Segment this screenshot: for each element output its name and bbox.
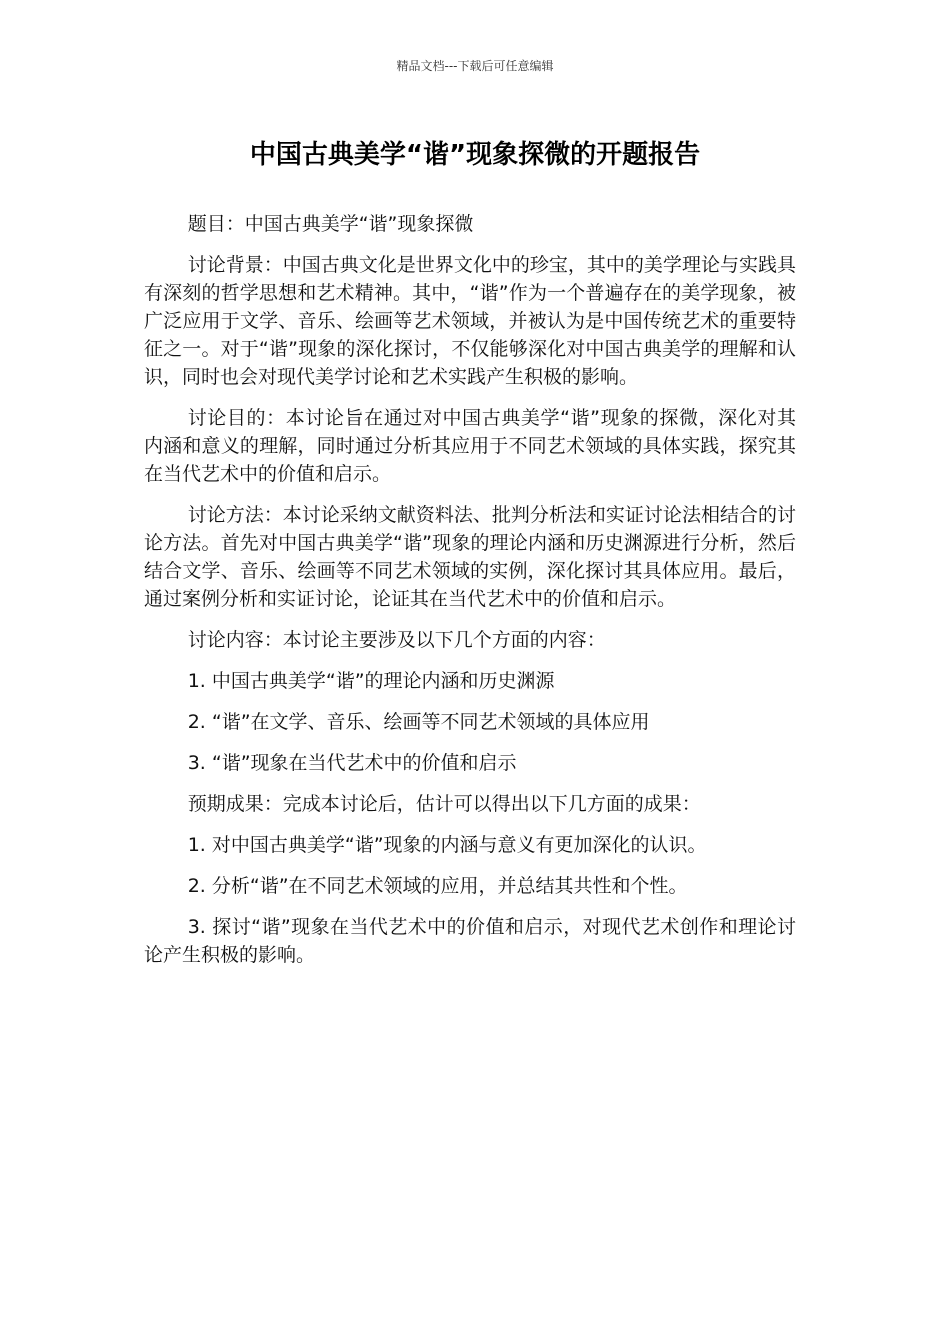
outcomes-intro-paragraph: 预期成果：完成本讨论后，估计可以得出以下几方面的成果： — [187, 793, 701, 815]
document-title: 中国古典美学“谐”现象探微的开题报告 — [249, 140, 701, 170]
method-paragraph: 讨论方法：本讨论采纳文献资料法、批判分析法和实证讨论法相结合的讨论方法。首先对中国古典美学“谐”现象的理论内涵和历史渊源进行分析，然后结合文学、音乐、绘画等不同艺术领域的实例，深化探讨其具体应用。最后，通过案例分析和实证讨论，论证其在当代艺术中的价值和启示。 — [144, 504, 796, 610]
outcome-item-3: 3. 探讨“谐”现象在当代艺术中的价值和启示，对现代艺术创作和理论讨论产生积极的影响。 — [144, 916, 796, 966]
content-item-1: 1. 中国古典美学“谐”的理论内涵和历史渊源 — [187, 670, 555, 692]
outcome-item-1: 1. 对中国古典美学“谐”现象的内涵与意义有更加深化的认识。 — [187, 834, 707, 856]
document-body — [144, 210, 796, 982]
topic-paragraph: 题目：中国古典美学“谐”现象探微 — [187, 213, 474, 235]
background-paragraph: 讨论背景：中国古典文化是世界文化中的珍宝，其中的美学理论与实践具有深刻的哲学思想和艺术精神。其中，“谐”作为一个普遍存在的美学现象，被广泛应用于文学、音乐、绘画等艺术领域，并被认为是中国传统艺术的重要特征之一。对于“谐”现象的深化探讨，不仅能够深化对中国古典美学的理解和认识，同时也会对现代美学讨论和艺术实践产生积极的影响。 — [144, 254, 796, 388]
purpose-paragraph: 讨论目的：本讨论旨在通过对中国古典美学“谐”现象的探微，深化对其内涵和意义的理解，同时通过分析其应用于不同艺术领域的具体实践，探究其在当代艺术中的价值和启示。 — [144, 407, 796, 485]
content-intro-paragraph: 讨论内容：本讨论主要涉及以下几个方面的内容： — [187, 629, 606, 651]
content-item-2: 2. “谐”在文学、音乐、绘画等不同艺术领域的具体应用 — [187, 711, 650, 733]
outcome-item-2: 2. 分析“谐”在不同艺术领域的应用，并总结其共性和个性。 — [187, 875, 688, 897]
content-item-3: 3. “谐”现象在当代艺术中的价值和启示 — [187, 752, 517, 774]
page-header: 精品文档---下载后可任意编辑 — [396, 59, 554, 73]
